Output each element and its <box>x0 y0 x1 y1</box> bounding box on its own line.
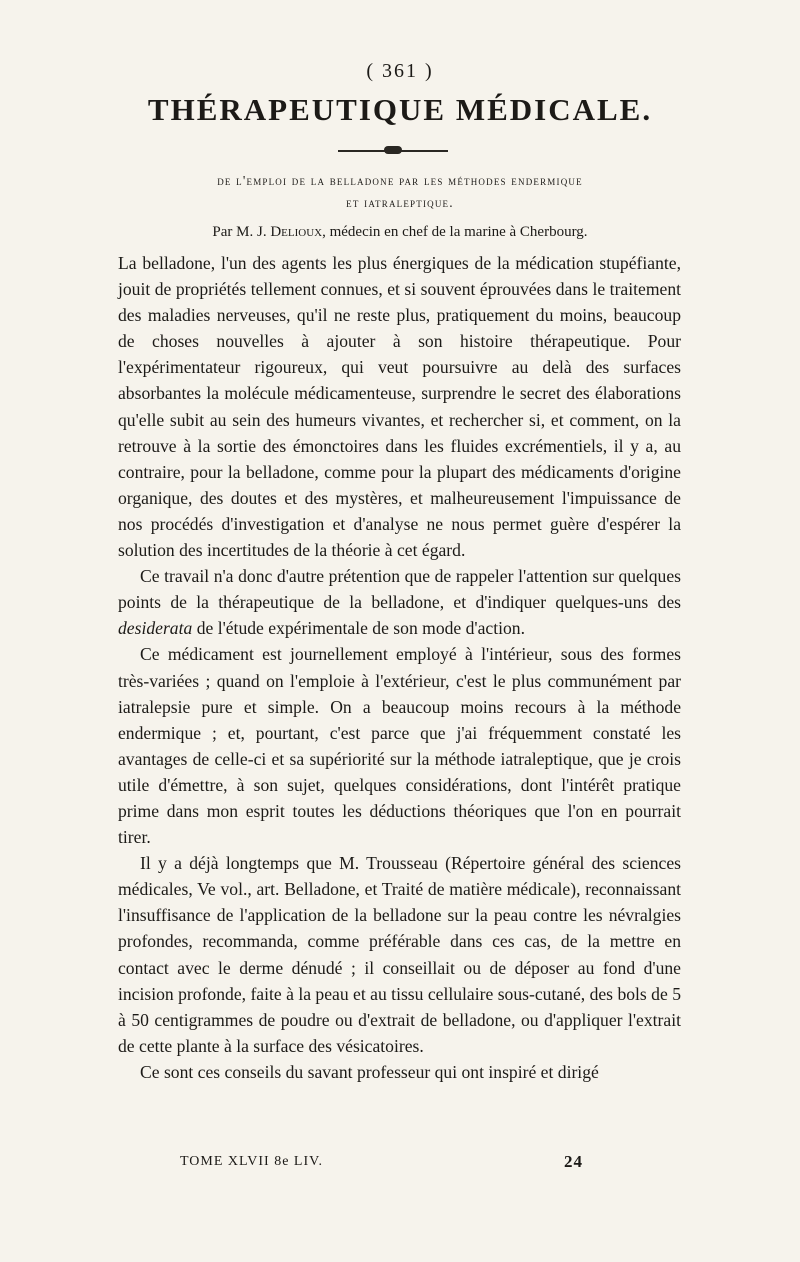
article-subtitle-line-2: et iatraleptique. <box>346 195 454 210</box>
page-footer <box>0 1154 800 1178</box>
paragraph-5: Ce sont ces conseils du savant professeur qui ont inspiré et dirigé <box>140 1061 599 1082</box>
signature-number: 24 <box>564 1152 583 1171</box>
paragraph-2-text-b: de l'étude expérimentale de son mode d'action. <box>196 618 525 639</box>
paragraph-2-text-a: Ce travail n'a donc d'autre prétention que de rappeler l'attention sur quelques points de la thérapeutique de la belladone, et d'indiquer quelques-uns des <box>118 566 681 613</box>
paragraph-1: La belladone, l'un des agents les plus énergiques de la médication stupéfiante, jouit de propriétés tellement connues, et si souvent éprouvées dans le traitement des maladies nerveuses, qu'il ne reste plus, pratiquement du moins, beaucoup de choses nouvelles à ajouter à son histoire thérapeutique. Pour l'expérimentateur rigoureux, qui veut poursuivre au delà des surfaces absorbantes la molécule médicamenteuse, surprendre le secret des élaborations qu'elle subit au sein des humeurs vivantes, et rechercher si, et comment, on la retrouve à la sortie des émonctoires dans les fluides excrémentiels, il y a, au contraire, pour la belladone, comme pour la plupart des médicaments d'origine organique, des doutes et des mystères, et malheureusement l'impuissance de nos procédés d'investigation et d'analyse ne nous permet guère d'espérer la solution des incertitudes de la théorie à cet égard. <box>118 253 681 561</box>
ornamental-rule-knot <box>384 146 402 154</box>
page-number: ( 361 ) <box>366 60 434 82</box>
paragraph-2 <box>118 563 681 641</box>
section-title: THÉRAPEUTIQUE MÉDICALE. <box>147 92 653 127</box>
author-byline <box>0 224 800 241</box>
paragraph-3: Ce médicament est journellement employé à l'intérieur, sous des formes très-variées ; quand on l'emploie à l'extérieur, c'est le plus communément par iatralepsie pure et simple. On a beaucoup moins recours à la méthode endermique ; et, pourtant, c'est parce que j'ai fréquemment constaté les avantages de celle-ci et sa supériorité sur la méthode iatraleptique, que je crois utile d'émettre, à son sujet, quelques considérations, dont l'intérêt pratique prime dans mon esprit toutes les déductions théoriques que l'on en pourrait tirer. <box>118 644 681 848</box>
byline-suffix: médecin en chef de la marine à Cherbourg. <box>329 224 588 240</box>
paragraph-4: Il y a déjà longtemps que M. Trousseau (Répertoire général des sciences médicales, Ve vol., art. Belladone, et Traité de matière médicale), reconnaissant l'insuffisance de l'application de la belladone sur la peau contre les névralgies profondes, recommanda, comme préférable dans ces cas, de la mettre en contact avec le derme dénudé ; il conseillait ou de déposer au fond d'une incision profonde, faite à la peau et au tissu cellulaire sous-cutané, des bols de 5 à 50 centigrammes de poudre ou d'extrait de belladone, ou d'appliquer l'extrait de cette plante à la surface des vésicatoires. <box>118 853 681 1056</box>
article-subtitle <box>130 170 670 214</box>
byline-prefix: Par M. J. <box>212 224 267 240</box>
paragraph-2-italic: desiderata <box>118 618 193 639</box>
article-body <box>118 250 681 1085</box>
volume-mark: TOME XLVII 8e LIV. <box>180 1154 323 1169</box>
article-subtitle-line-1: de l'emploi de la belladone par les méthodes endermique <box>217 173 583 188</box>
author-name: Delioux, <box>270 224 326 240</box>
